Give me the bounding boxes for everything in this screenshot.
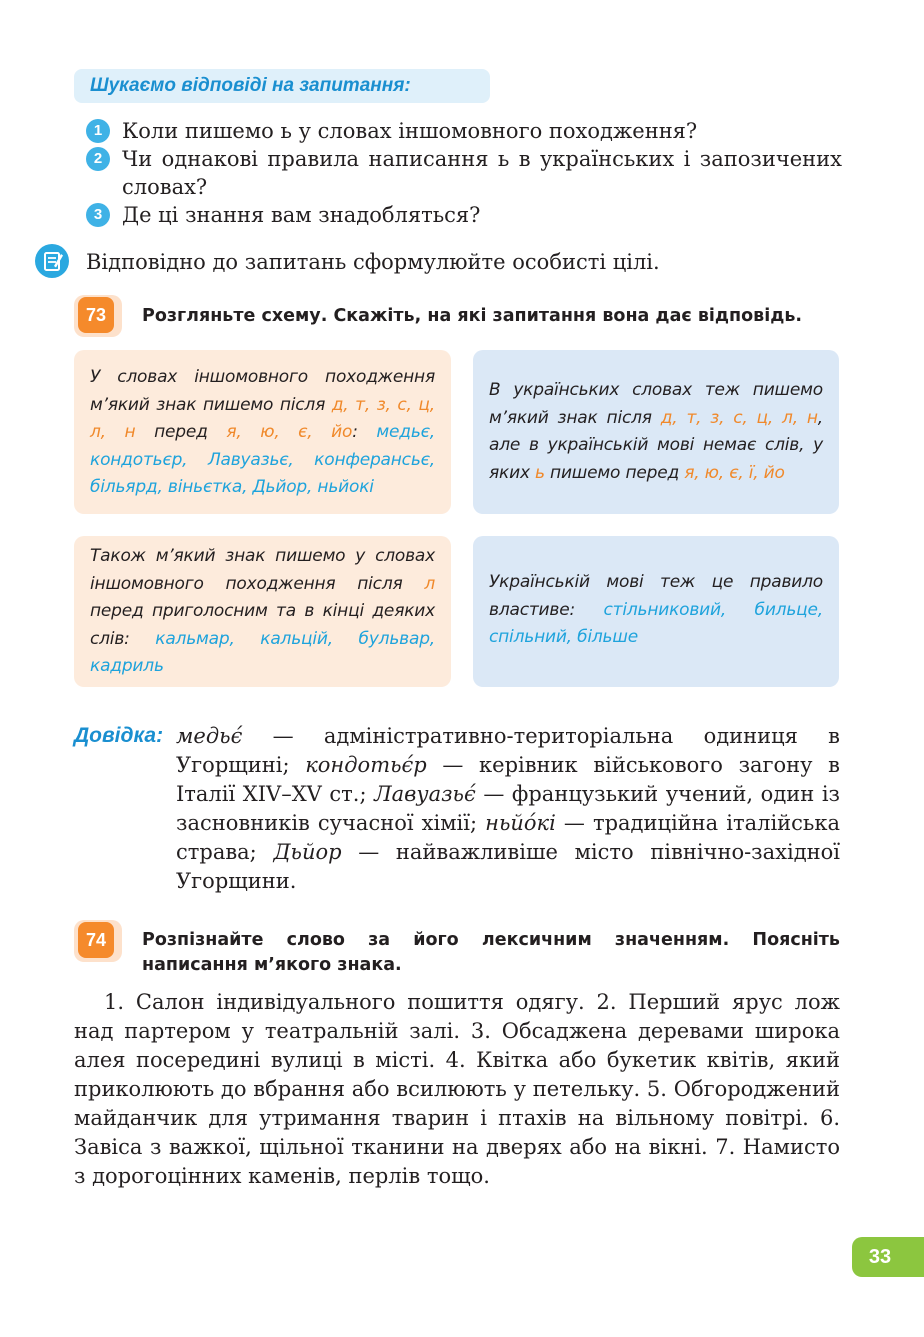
question-text: Де ці знання вам знадобляться? (122, 203, 481, 227)
letters-highlight: д, т, з, с, ц, л, н (660, 407, 818, 428)
letters-highlight: я, ю, є, ї, йо (684, 462, 785, 483)
question-number: 3 (86, 203, 110, 227)
goals-icon (35, 244, 69, 278)
reference-definition: — найважливіше місто північно-західної Угорщини. (176, 840, 840, 893)
task-73-instruction: Розгляньте схему. Скажіть, на які запитання вона дає відповідь. (142, 306, 803, 326)
reference-definition: — адміністративно-територіальна одиниця в Угорщині; (176, 724, 840, 777)
scheme-card-text (489, 377, 823, 487)
examples-highlight: стільниковий, бильце, спільний, більше (489, 599, 823, 647)
examples-highlight: медьє, кондотьєр, Лавуазьє, конферансьє, більярд, віньєтка, Дьйор, ньйокі (90, 422, 435, 497)
scheme-card-ukrainian (473, 350, 839, 514)
rule-text: , але в українській мові немає слів, у яких (489, 407, 823, 483)
examples-highlight: кальмар, кальцій, бульвар, кадриль (90, 628, 435, 676)
task-74-instruction: Розпізнайте слово за його лексичним значенням. Поясніть написання м’якого знака. (142, 930, 840, 975)
question-number: 2 (86, 147, 110, 171)
reference-word: Дьйор (273, 840, 342, 864)
goals-instruction: Відповідно до запитань сформулюйте особисті цілі. (86, 250, 660, 274)
rule-text: перед приголосним та в кінці деяких слів: (90, 601, 435, 649)
question-item (86, 145, 842, 201)
reference-definition: — керівник військового загону в Італії XIV–XV ст.; (176, 753, 841, 806)
letters-highlight: д, т, з, с, ц, л, н (90, 394, 435, 442)
scheme-card-foreign (74, 350, 451, 514)
rule-text: перед (135, 422, 227, 442)
task-73-number: 73 (78, 297, 114, 333)
question-text: Коли пишемо ь у словах іншомовного походження? (122, 119, 698, 143)
letters-highlight: ь (535, 462, 545, 483)
scheme-card-text (489, 569, 823, 652)
search-heading: Шукаємо відповіді на запитання: (74, 69, 490, 103)
rule-text: В українських словах теж пишемо м’який знак після (489, 380, 823, 428)
rule-text: Українській мові теж це правило властиве: (489, 572, 823, 620)
exercise-text: 1. Салон індивідуального пошиття одягу. 2. Перший ярус лож над партером у театральній залі. 3. Обсаджена деревами широка алея посередині вулиці в місті. 4. Квітка або букетик квітів, який приколюють до вбрання або всилюють у петельку. 5. Обгороджений майданчик для утримання тварин і птахів на вільному повітрі. 6. Завіса з важкої, щільної тканини на дверях або на вікні. 7. Намисто з дорогоцінних каменів, перлів тощо. (74, 990, 840, 1188)
reference-word: ньйо́кі (485, 811, 556, 835)
scheme-card-text (90, 543, 435, 681)
reference-word: медьє́ (176, 724, 243, 748)
reference-label: Довідка: (74, 724, 164, 747)
task-74-badge (74, 920, 122, 962)
rule-text: пишемо перед (544, 462, 685, 483)
letters-highlight: я, ю, є, йо (226, 422, 353, 442)
rule-text: Також м’який знак пишемо у словах іншомовного походження після (90, 546, 435, 594)
page-number: 33 (852, 1237, 924, 1277)
reference-definition: — традиційна італійська страва; (176, 811, 841, 864)
question-item (86, 201, 842, 229)
rule-text: : (352, 422, 377, 442)
question-item (86, 117, 842, 145)
scheme-card-ukrainian-l (473, 536, 839, 687)
task-73-badge (74, 295, 122, 337)
letters-highlight: л (424, 573, 435, 594)
question-text: Чи однакові правила написання ь в українських і запозичених словах? (122, 147, 842, 199)
scheme-card-l (74, 536, 451, 687)
reference-definition: — французький учений, один із засновників сучасної хімії; (176, 782, 840, 835)
reference-text (176, 722, 840, 896)
question-number: 1 (86, 119, 110, 143)
reference-word: кондотьє́р (305, 753, 427, 777)
task-74-number: 74 (78, 922, 114, 958)
rule-text: У словах іншомовного походження м’який знак пишемо після (90, 367, 435, 415)
scheme-card-text (90, 364, 435, 502)
reference-word: Лавуазьє́ (374, 782, 476, 806)
questions-list (86, 117, 842, 229)
